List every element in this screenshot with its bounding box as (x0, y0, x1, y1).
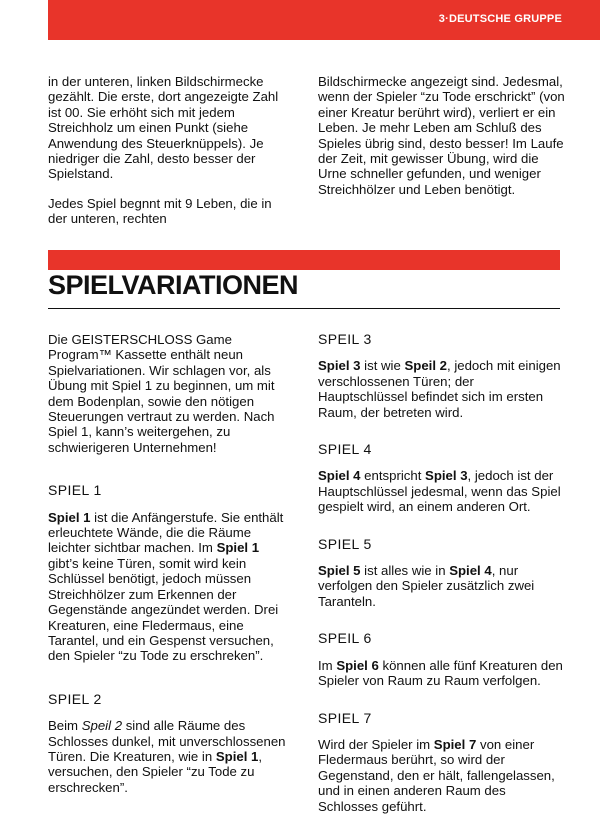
section-bar (48, 250, 560, 270)
right-column (318, 332, 566, 836)
game-text: Wird der Spieler im Spiel 7 von einer Fledermaus berührt, so wird der Gegenstand, den er hält, fallengelassen, und in einen anderen Raum des Schlosses geführt. (318, 736, 555, 814)
game-heading: SPIEL 2 (48, 690, 102, 707)
game-text: Spiel 3 ist wie Speil 2, jedoch mit einigen verschlossenen Türen; der Hauptschlüssel befindet sich im ersten Raum, der betreten wird. (318, 358, 561, 420)
paragraph: Bildschirmecke angezeigt sind. Jedesmal, wenn der Spieler “zu Tode erschrickt” (von einer Kreatur berührt wird), verliert er ein Leben. Je mehr Leben am Schluß des Spieles übrig sind, desto besser! Im Laufe der Zeit, mit gewisser Übung, wird die Urne schneller gefunden, und weniger Streichhölzer und Leben benötigt. (318, 74, 565, 197)
game-heading: SPEIL 3 (318, 331, 372, 347)
paragraph: in der unteren, linken Bildschirmecke gezählt. Die erste, dort angezeigte Zahl ist 00. Sie erhöht sich mit jedem Streichholz um einen Punkt (siehe Anwendung des Steuerknüppels). Je niedriger die Zahl, desto besser der Spielstand. (48, 74, 279, 182)
game-heading: SPEIL 6 (318, 630, 372, 647)
intro-paragraph: Die GEISTERSCHLOSS Game Program™ Kassette enthält neun Spielvariationen. Wir schlagen vor, als Übung mit Spiel 1 zu beginnen, um mit dem Bodenplan, sowie den nötigen Steuerungen vertraut zu werden. Nach Spiel 1, kann’s weitergehen, zu schwierigeren Unternehmen! (48, 332, 275, 455)
game-7 (318, 711, 566, 814)
game-4 (318, 442, 566, 515)
top-right-column (318, 74, 566, 211)
paragraph: Jedes Spiel begnnt mit 9 Leben, die in der unteren, rechten (48, 195, 272, 227)
game-1 (48, 483, 288, 663)
game-2 (48, 692, 288, 795)
top-left-column (48, 74, 288, 241)
divider (48, 308, 560, 309)
game-heading: SPIEL 4 (318, 441, 372, 458)
section-title: SPIELVARIATIONEN (48, 270, 299, 300)
game-3 (318, 332, 566, 420)
game-text: Spiel 1 ist die Anfängerstufe. Sie enthält erleuchtete Wände, die die Räume leichter sichtbar machen. Im Spiel 1 gibt’s keine Türen, somit wird kein Schlüssel benötigt, jedoch müssen Streichhölzer zum Erkennen der Gegenstände angezündet werden. Drei Kreaturen, eine Fledermaus, eine Tarantel, und ein Gespenst versuchen, den Spieler “zu Tode zu erschreken”. (48, 509, 284, 664)
game-6 (318, 631, 566, 688)
game-heading: SPIEL 1 (48, 482, 102, 499)
game-5 (318, 537, 566, 610)
game-heading: SPIEL 7 (318, 709, 372, 726)
header-bar (48, 0, 600, 40)
game-text: Im Spiel 6 können alle fünf Kreaturen den Spieler von Raum zu Raum verfolgen. (318, 657, 563, 689)
game-heading: SPIEL 5 (318, 535, 372, 552)
game-text: Spiel 5 ist alles wie in Spiel 4, nur verfolgen den Spieler zusätzlich zwei Taranteln. (318, 563, 535, 609)
page-header-label: 3·DEUTSCHE GRUPPE (438, 13, 562, 25)
game-text: Beim Speil 2 sind alle Räume des Schlosses dunkel, mit unverschlossenen Türen. Die Kreaturen, wie in Spiel 1, versuchen, den Spieler “zu Tode zu erschrecken”. (48, 718, 286, 795)
game-text: Spiel 4 entspricht Spiel 3, jedoch ist der Hauptschlüssel jedesmal, wenn das Spiel gespielt wird, an einem anderen Ort. (318, 468, 561, 515)
left-column (48, 332, 288, 817)
